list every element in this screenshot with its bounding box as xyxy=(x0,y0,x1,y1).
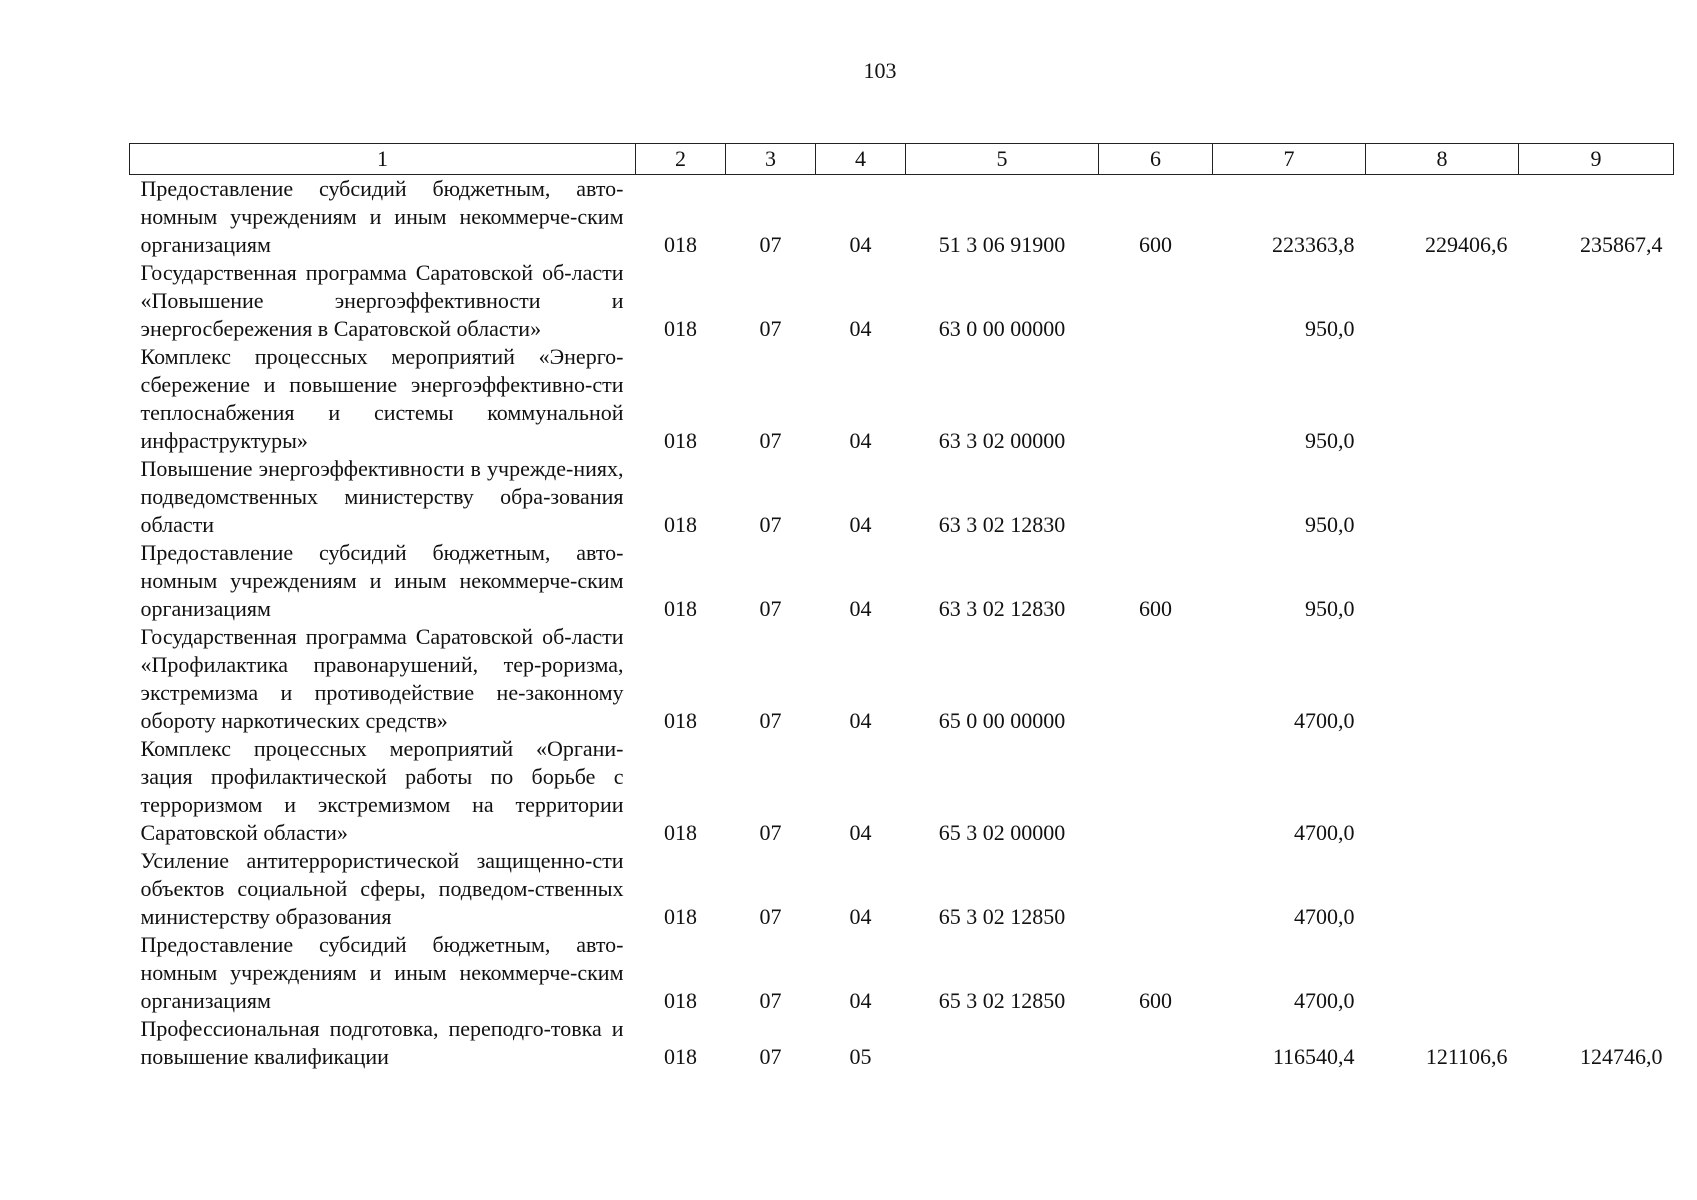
amount-year-2 xyxy=(1366,455,1519,539)
section-code: 07 xyxy=(759,820,782,845)
subsection-code: 04 xyxy=(849,820,872,845)
item-name: Государственная программа Саратовской об-ласти «Повышение энергоэффективности и энергосбережения в Саратовской области» xyxy=(140,260,624,341)
table-row xyxy=(130,343,1674,455)
ministry-code: 018 xyxy=(664,988,697,1013)
section-code: 07 xyxy=(759,232,782,257)
subsection-code: 04 xyxy=(849,596,872,621)
section-code: 07 xyxy=(759,428,782,453)
amount-year-1: 950,0 xyxy=(1305,596,1355,621)
amount-year-2 xyxy=(1366,259,1519,343)
table-row xyxy=(130,735,1674,847)
expense-type: 600 xyxy=(1139,232,1172,257)
amount-year-3 xyxy=(1519,539,1674,623)
expense-type xyxy=(1099,343,1213,455)
amount-year-1: 950,0 xyxy=(1305,512,1355,537)
header-col-1: 1 xyxy=(130,144,636,175)
amount-year-1: 950,0 xyxy=(1305,428,1355,453)
amount-year-3 xyxy=(1519,847,1674,931)
item-name: Государственная программа Саратовской об-ласти «Профилактика правонарушений, тер-роризма, экстремизма и противодействие не-законному обороту наркотических средств» xyxy=(140,624,624,733)
item-name: Усиление антитеррористической защищенно-сти объектов социальной сферы, подведом-ственных министерству образования xyxy=(140,848,624,929)
amount-year-1: 223363,8 xyxy=(1272,232,1355,257)
item-name: Профессиональная подготовка, переподго-товка и повышение квалификации xyxy=(140,1016,624,1069)
amount-year-1: 4700,0 xyxy=(1294,904,1355,929)
section-code: 07 xyxy=(759,1044,782,1069)
amount-year-2 xyxy=(1366,931,1519,1015)
page-number: 103 xyxy=(863,58,897,83)
table-body xyxy=(130,175,1674,1072)
table-row xyxy=(130,175,1674,260)
expense-type xyxy=(1099,623,1213,735)
ministry-code: 018 xyxy=(664,428,697,453)
amount-year-3: 235867,4 xyxy=(1580,232,1663,257)
header-col-5: 5 xyxy=(906,144,1099,175)
header-col-8: 8 xyxy=(1366,144,1519,175)
item-name: Повышение энергоэффективности в учрежде-ниях, подведомственных министерству обра-зования области xyxy=(140,456,624,537)
header-col-2: 2 xyxy=(636,144,726,175)
header-col-4: 4 xyxy=(816,144,906,175)
amount-year-1: 4700,0 xyxy=(1294,988,1355,1013)
header-col-3: 3 xyxy=(726,144,816,175)
budget-table xyxy=(129,143,1674,1071)
subsection-code: 04 xyxy=(849,904,872,929)
amount-year-3 xyxy=(1519,931,1674,1015)
target-article: 63 0 00 00000 xyxy=(938,316,1066,341)
amount-year-3 xyxy=(1519,735,1674,847)
section-code: 07 xyxy=(759,708,782,733)
subsection-code: 05 xyxy=(849,1044,872,1069)
target-article: 65 3 02 12850 xyxy=(938,988,1066,1013)
subsection-code: 04 xyxy=(849,512,872,537)
target-article: 51 3 06 91900 xyxy=(938,232,1066,257)
section-code: 07 xyxy=(759,988,782,1013)
header-col-7: 7 xyxy=(1213,144,1366,175)
table-row xyxy=(130,623,1674,735)
ministry-code: 018 xyxy=(664,232,697,257)
table-header xyxy=(130,144,1674,175)
amount-year-2 xyxy=(1366,847,1519,931)
amount-year-3: 124746,0 xyxy=(1580,1044,1663,1069)
amount-year-3 xyxy=(1519,259,1674,343)
amount-year-3 xyxy=(1519,623,1674,735)
target-article: 63 3 02 12830 xyxy=(938,512,1066,537)
target-article: 63 3 02 00000 xyxy=(938,428,1066,453)
expense-type: 600 xyxy=(1139,596,1172,621)
table-row xyxy=(130,455,1674,539)
expense-type xyxy=(1099,847,1213,931)
item-name: Комплекс процессных мероприятий «Энерго-сбережение и повышение энергоэффективно-сти теплоснабжения и системы коммунальной инфраструктуры» xyxy=(140,344,624,453)
amount-year-2 xyxy=(1366,539,1519,623)
amount-year-1: 950,0 xyxy=(1305,316,1355,341)
target-article: 65 0 00 00000 xyxy=(938,708,1066,733)
amount-year-2 xyxy=(1366,343,1519,455)
ministry-code: 018 xyxy=(664,904,697,929)
target-article: 65 3 02 12850 xyxy=(938,904,1066,929)
subsection-code: 04 xyxy=(849,428,872,453)
ministry-code: 018 xyxy=(664,708,697,733)
table-row xyxy=(130,539,1674,623)
table-row xyxy=(130,259,1674,343)
amount-year-2 xyxy=(1366,735,1519,847)
amount-year-3 xyxy=(1519,343,1674,455)
header-col-6: 6 xyxy=(1099,144,1213,175)
item-name: Предоставление субсидий бюджетным, авто-номным учреждениям и иным некоммерче-ским организациям xyxy=(140,932,624,1013)
amount-year-2 xyxy=(1366,623,1519,735)
ministry-code: 018 xyxy=(664,316,697,341)
ministry-code: 018 xyxy=(664,820,697,845)
header-row xyxy=(130,144,1674,175)
ministry-code: 018 xyxy=(664,512,697,537)
section-code: 07 xyxy=(759,316,782,341)
table-row xyxy=(130,931,1674,1015)
expense-type xyxy=(1099,259,1213,343)
subsection-code: 04 xyxy=(849,988,872,1013)
subsection-code: 04 xyxy=(849,316,872,341)
target-article xyxy=(906,1015,1099,1071)
section-code: 07 xyxy=(759,596,782,621)
amount-year-3 xyxy=(1519,455,1674,539)
section-code: 07 xyxy=(759,904,782,929)
item-name: Предоставление субсидий бюджетным, авто-номным учреждениям и иным некоммерче-ским организациям xyxy=(140,176,624,257)
expense-type xyxy=(1099,735,1213,847)
item-name: Предоставление субсидий бюджетным, авто-номным учреждениям и иным некоммерче-ским организациям xyxy=(140,540,624,621)
amount-year-1: 4700,0 xyxy=(1294,708,1355,733)
amount-year-2: 229406,6 xyxy=(1425,232,1508,257)
ministry-code: 018 xyxy=(664,1044,697,1069)
subsection-code: 04 xyxy=(849,708,872,733)
target-article: 65 3 02 00000 xyxy=(938,820,1066,845)
table-row xyxy=(130,847,1674,931)
amount-year-2: 121106,6 xyxy=(1425,1044,1508,1069)
target-article: 63 3 02 12830 xyxy=(938,596,1066,621)
expense-type xyxy=(1099,1015,1213,1071)
amount-year-1: 116540,4 xyxy=(1272,1044,1355,1069)
section-code: 07 xyxy=(759,512,782,537)
table-row xyxy=(130,1015,1674,1071)
item-name: Комплекс процессных мероприятий «Органи-зация профилактической работы по борьбе с терроризмом и экстремизмом на территории Саратовской области» xyxy=(140,736,624,845)
ministry-code: 018 xyxy=(664,596,697,621)
amount-year-1: 4700,0 xyxy=(1294,820,1355,845)
subsection-code: 04 xyxy=(849,232,872,257)
expense-type: 600 xyxy=(1139,988,1172,1013)
header-col-9: 9 xyxy=(1519,144,1674,175)
expense-type xyxy=(1099,455,1213,539)
